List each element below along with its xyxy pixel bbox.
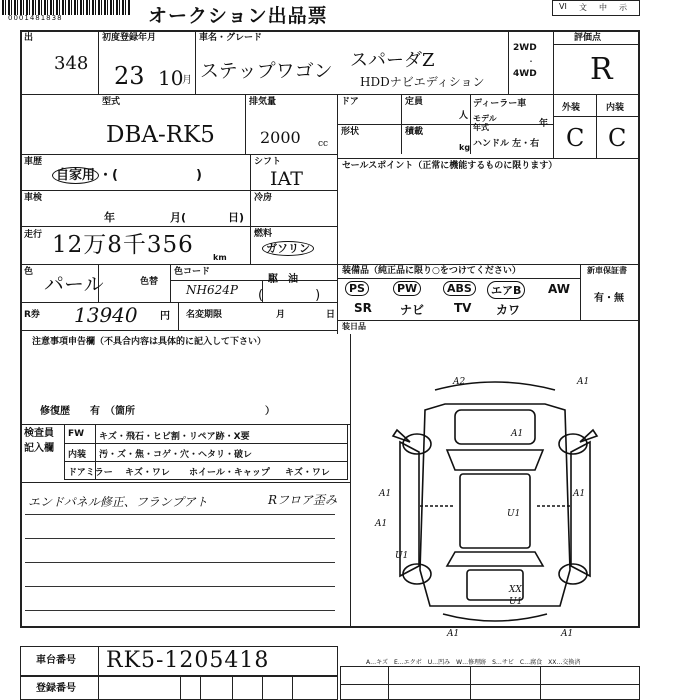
type-value: DBA-RK5 — [106, 122, 215, 148]
drive-4wd[interactable]: 4WD — [513, 69, 537, 79]
capacity-label: 定員 — [405, 97, 424, 107]
grade-label: 評価点 — [574, 33, 602, 43]
inspection-year: 年 — [104, 211, 115, 224]
model-label: 車名・グレード — [199, 33, 263, 43]
mileage-unit: km — [213, 253, 227, 262]
model-grade: スパーダZ — [350, 50, 435, 71]
fuel-circled: ガソリン — [262, 241, 314, 256]
color-code-value: NH624P — [186, 283, 238, 297]
drive-2wd[interactable]: 2WD — [513, 43, 537, 53]
option-4[interactable]: 示 — [619, 3, 627, 12]
mark-rear-right: A1 — [561, 629, 574, 639]
eval-int-value: C — [608, 124, 627, 152]
mark-rear-left: A1 — [447, 629, 460, 639]
barcode — [2, 0, 130, 22]
first-reg-month-unit: 月 — [182, 75, 192, 86]
usage-label: 車歴 — [24, 157, 43, 167]
displacement-label: 排気量 — [249, 97, 277, 107]
car-condition-diagram — [355, 370, 635, 640]
mark-left-rear: U1 — [395, 551, 409, 561]
option-2[interactable]: 文 — [579, 3, 587, 12]
extra-label: 装日品 — [342, 322, 366, 331]
damage-legend: A…キズ E…エクボ U…凹み W…修理跡 S…サビ C…腐食 XX…交換済 — [366, 659, 581, 666]
inspector-int-options[interactable]: 汚・ズ・焦・コゲ・穴・ヘタリ・破レ — [99, 450, 253, 460]
color-value: パール — [44, 272, 104, 296]
chassis-value: RK5-1205418 — [106, 648, 270, 673]
body-outline — [420, 404, 570, 606]
mark-hood: A1 — [511, 429, 524, 439]
inspector-label-1: 検査員 — [24, 428, 54, 439]
mark-front-left: A2 — [453, 377, 466, 387]
dealer-label: ディーラー車 — [473, 99, 527, 109]
handwritten-note-1: エンドパネル修正、フランプアト — [28, 495, 208, 509]
shift-label: シフト — [254, 157, 282, 167]
mileage-label: 走行 — [24, 230, 43, 240]
first-reg-year: 23 — [114, 62, 145, 90]
inspector-row-interior — [65, 443, 347, 462]
equip-airbag[interactable]: エアB — [487, 281, 525, 299]
inspector-label-2: 記入欄 — [24, 443, 54, 454]
equip-tv[interactable]: TV — [454, 301, 472, 315]
equip-sr[interactable]: SR — [354, 301, 372, 315]
load-unit: kg — [459, 143, 471, 152]
inspector-mirror-options[interactable]: キズ・ワレ — [125, 468, 170, 478]
model-edition: HDDナビエディション — [360, 75, 485, 89]
first-reg-month: 10 — [158, 66, 184, 90]
equip-pw[interactable]: PW — [393, 281, 421, 296]
shift-value: IAT — [270, 168, 303, 190]
color-code-label: 色コード — [174, 267, 211, 277]
recycle-unit: 円 — [160, 311, 170, 322]
option-checkboxes — [552, 0, 640, 16]
equipment-row-1 — [345, 281, 577, 299]
mark-left-door-1: A1 — [379, 489, 392, 499]
inspector-section — [20, 424, 350, 482]
grade-value: R — [590, 52, 613, 87]
inspector-fw-options[interactable]: キズ・飛石・ヒビ割・リペア跡・X要 — [99, 432, 250, 442]
handle-label: ハンドル 左・右 — [473, 139, 540, 149]
handwritten-note-1b: Rフロア歪み — [268, 493, 338, 507]
eval-int-label: 内装 — [606, 103, 625, 113]
notes-label: 注意事項申告欄（不具合内容は具体的に記入して下さい） — [32, 337, 267, 347]
option-1[interactable]: VI — [559, 2, 567, 11]
sales-label: セールスポイント（正常に機能するものに限ります） — [342, 161, 558, 171]
displacement-unit: cc — [318, 139, 329, 149]
lot-label: 出 — [24, 33, 34, 43]
chassis-label: 車台番号 — [36, 655, 76, 666]
ac-label: 冷房 — [254, 193, 273, 203]
inspector-wheel-options[interactable]: キズ・ワレ — [285, 468, 330, 478]
inspector-fw-label: FW — [68, 429, 85, 439]
page-title: オークション出品票 — [148, 5, 328, 27]
mark-right-door: A1 — [573, 489, 586, 499]
usage-value — [52, 164, 202, 183]
lot-number: 348 — [54, 53, 89, 74]
inspector-int-label: 内装 — [68, 450, 87, 460]
equip-aw[interactable]: AW — [548, 282, 570, 296]
inspector-row-mirror — [65, 461, 347, 479]
equipment-row-2 — [348, 301, 580, 319]
recycle-value: 13940 — [74, 303, 138, 327]
load-label: 積載 — [405, 127, 424, 137]
eval-ext-label: 外装 — [562, 103, 581, 113]
eval-ext-value: C — [566, 124, 585, 152]
usage-rest: ・( ) — [99, 168, 202, 183]
registration-label: 登録番号 — [36, 683, 76, 694]
footer-boxes — [340, 666, 640, 700]
mark-left-door-2: A1 — [375, 519, 388, 529]
name-change-label: 名変期限 — [186, 310, 223, 320]
option-3[interactable]: 中 — [599, 3, 607, 12]
mark-roof: U1 — [507, 509, 521, 519]
mileage-value: 12万8千356 — [52, 232, 194, 258]
name-change-day: 日 — [326, 310, 336, 320]
color-change-label: 色替 — [140, 277, 159, 287]
inspector-mirror-label: ドアミラー — [68, 468, 113, 478]
warranty-label: 新車保証書 — [587, 266, 627, 275]
equipment-label: 装備品（純正品に限り○をつけてください） — [342, 266, 521, 276]
inspector-row-fw — [65, 425, 347, 444]
mark-hatch-1: XX — [509, 585, 522, 595]
mark-hatch-2: U1 — [509, 597, 523, 607]
model-year-label: モデル年式 — [473, 114, 497, 132]
model-year-unit: 年 — [539, 119, 549, 129]
name-change-month: 月 — [276, 310, 286, 320]
fuel-value — [262, 240, 314, 256]
capacity-unit: 人 — [459, 111, 469, 121]
equip-leather[interactable]: カワ — [496, 303, 521, 317]
repair-history: 修復歴 有 （箇所 ） — [40, 406, 275, 417]
inspector-wheel-label: ホイール・キャップ — [189, 468, 270, 478]
equip-abs[interactable]: ABS — [443, 281, 476, 296]
type-label: 型式 — [102, 97, 121, 107]
first-reg-label: 初度登録年月 — [102, 33, 157, 43]
equip-ps[interactable]: PS — [345, 281, 369, 296]
color-label: 色 — [24, 267, 34, 277]
model-name: ステップワゴン — [200, 60, 333, 82]
displacement-value: 2000 — [260, 128, 301, 147]
inspection-day: 日) — [228, 211, 245, 224]
fuel-label: 燃料 — [254, 229, 273, 239]
inspection-month: 月( — [170, 211, 187, 224]
mark-front-right: A1 — [577, 377, 590, 387]
barcode-number: 0001481838 — [8, 14, 63, 22]
usage-circled: 自家用 — [52, 167, 99, 184]
warranty-value[interactable]: 有・無 — [594, 293, 624, 304]
shape-label: 形状 — [341, 127, 360, 137]
inspection-label: 車検 — [24, 193, 43, 203]
recycle-label: R券 — [24, 310, 40, 320]
doors-label: ドア — [341, 97, 359, 107]
equip-navi[interactable]: ナビ — [400, 303, 425, 317]
